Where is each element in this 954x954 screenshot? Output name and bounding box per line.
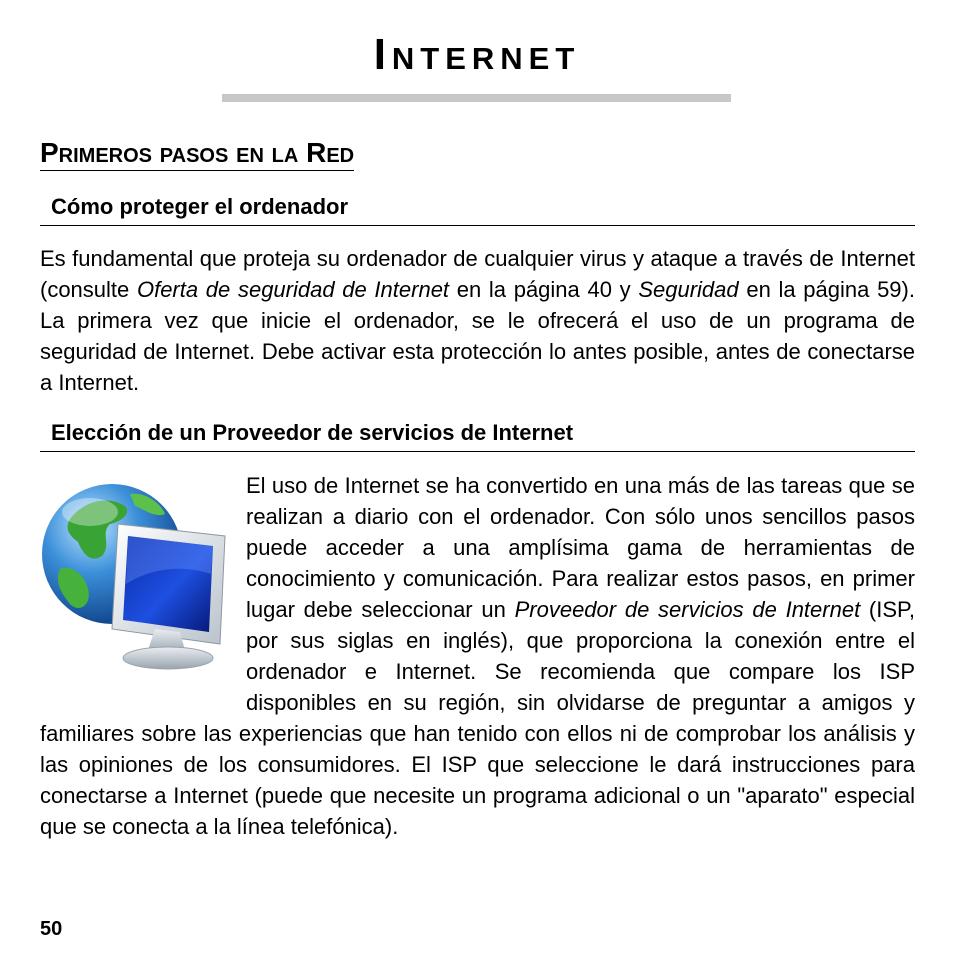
globe-monitor-icon [40, 474, 230, 674]
subheading-protect-computer: Cómo proteger el ordenador [40, 192, 915, 226]
paragraph-text: (ISP, por sus siglas en inglés), que proporciona la conexión entre el ordenador e Internet. Se recomienda que compare los ISP disponibles en su región, sin olvidarse de preguntar a amigos y familiares sobre las experiencias que han tenido con ellos ni de comprobar los análisis y las opiniones de los consumidores. El ISP que seleccione le dará instrucciones para conectarse a Internet (puede que necesite un programa adicional o un "aparato" especial que se conecta a la línea telefónica). [40, 597, 915, 839]
paragraph-protect-computer [40, 243, 915, 398]
paragraph-text: El uso de Internet se ha convertido en una más de las tareas que se realizan a diario con el ordenador. Con sólo unos sencillos pasos puede acceder a una amplísima gama de herramientas de conocimiento y comunicación. Para realizar estos pasos, en primer lugar debe seleccionar un [246, 473, 915, 622]
paragraph-text: en la página 59). La primera vez que inicie el ordenador, se le ofrecerá el uso de un programa de seguridad de Internet. Debe activar esta protección lo antes posible, antes de conectarse a Internet. [40, 277, 915, 395]
page-number: 50 [40, 918, 63, 940]
paragraph-text: Es fundamental que proteja su ordenador de cualquier virus y ataque a través de Internet (consulte [40, 246, 915, 302]
title-divider [222, 94, 731, 102]
subheading-isp: Elección de un Proveedor de servicios de Internet [40, 418, 915, 452]
reference-security-offer: Oferta de seguridad de Internet [136, 277, 450, 302]
page-title: Internet [373, 30, 581, 79]
paragraph-text: en la página 40 y [449, 277, 639, 302]
section-heading: Primeros pasos en la Red [40, 136, 354, 171]
paragraph-isp [40, 470, 915, 842]
reference-isp: Proveedor de servicios de Internet [514, 597, 861, 622]
reference-security: Seguridad [638, 277, 739, 302]
